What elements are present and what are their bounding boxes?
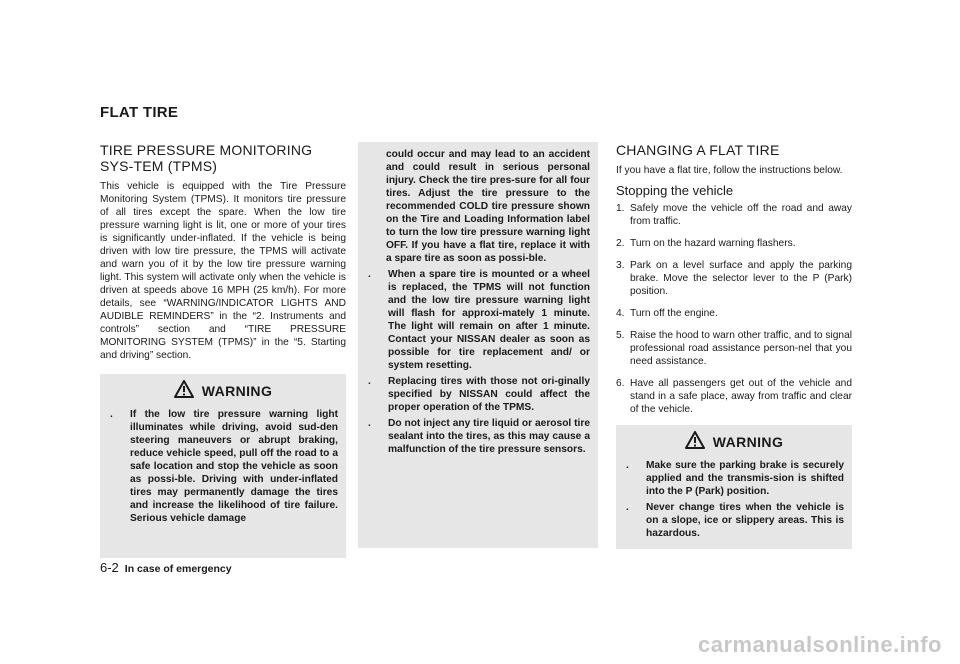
- step-text: Raise the hood to warn other traffic, and to signal professional road assistance person-nel that you need assistance.: [630, 330, 852, 367]
- tpms-body: This vehicle is equipped with the Tire Pressure Monitoring System (TPMS). It monitors tire pressure of all tires except the spare. When the low tire pressure warning light is lit, one or more of your tires is significantly under-inflated. If the vehicle is being driven with low tire pressure, the TPMS will activate and warn you of it by the low tire pressure warning light. This system will activate only when the vehicle is driven at speeds above 16 MPH (25 km/h). For more details, see “WARNING/INDICATOR LIGHTS AND AUDIBLE REMINDERS” in the “2. Instruments and controls” section and “TIRE PRESSURE MONITORING SYSTEM (TPMS)” in the “5. Starting and driving” section.: [100, 181, 346, 361]
- bullet-marker: .: [368, 269, 371, 280]
- step-item: [616, 202, 852, 228]
- steps-list: [616, 202, 852, 416]
- tpms-heading: TIRE PRESSURE MONITORING SYS-TEM (TPMS): [100, 142, 313, 174]
- bullet-marker: .: [110, 409, 113, 420]
- warning-bullet-text: When a spare tire is mounted or a wheel is replaced, the TPMS will not function and the low tire pressure warning light will flash for approxi-mately 1 minute. The light will remain on after 1 minute. Contact your NISSAN dealer as soon as possible for tire replacement and/ or system resetting.: [388, 269, 590, 371]
- warning-box-parking: [616, 425, 852, 549]
- step-text: Safely move the vehicle off the road and away from traffic.: [630, 203, 852, 227]
- section-title: FLAT TIRE: [100, 104, 179, 121]
- step-text: Park on a level surface and apply the parking brake. Move the selector lever to the P (Park) position.: [630, 260, 852, 297]
- step-item: [616, 377, 852, 416]
- warning-bullet: [366, 417, 590, 456]
- page-footer: [100, 560, 232, 575]
- step-number: 3.: [616, 260, 625, 271]
- warning-bullet-text: Make sure the parking brake is securely applied and the transmis-sion is shifted into the P (Park) position.: [646, 460, 844, 497]
- step-item: [616, 307, 852, 320]
- step-item: [616, 237, 852, 250]
- changing-intro: If you have a flat tire, follow the instructions below.: [616, 165, 843, 176]
- warning-box-continued: [358, 142, 598, 548]
- warning-bullet: [108, 408, 338, 525]
- column-tpms: [100, 142, 346, 558]
- warning-continuation: could occur and may lead to an accident and could result in serious personal injury. Check the tire pres-sure for all four tires. Adjust the tire pressure to the recommended COLD tire pressure shown on the Tire and Loading Information label to turn the low tire pressure warning light OFF. If you have a flat tire, replace it with a spare tire as soon as possi-ble.: [386, 149, 590, 264]
- warning-bullet: [366, 375, 590, 414]
- step-item: [616, 329, 852, 368]
- warning-header: [108, 378, 338, 404]
- bullet-marker: .: [368, 418, 371, 429]
- warning-header: [624, 429, 844, 455]
- bullet-marker: .: [626, 502, 629, 513]
- warning-bullet-text: Do not inject any tire liquid or aerosol tire sealant into the tires, as this may cause a malfunction of the tire pressure sensors.: [388, 418, 590, 455]
- warning-title: WARNING: [712, 434, 784, 450]
- step-number: 1.: [616, 203, 625, 214]
- step-number: 5.: [616, 330, 625, 341]
- warning-bullet: [624, 501, 844, 540]
- step-number: 2.: [616, 238, 625, 249]
- column-changing-flat-tire: [616, 142, 852, 549]
- page-number: 6-2: [100, 560, 119, 575]
- step-item: [616, 259, 852, 298]
- step-text: Turn off the engine.: [630, 308, 718, 319]
- stopping-subheading: Stopping the vehicle: [616, 183, 734, 198]
- warning-bullet: [624, 459, 844, 498]
- warning-bullet-text: If the low tire pressure warning light illuminates while driving, avoid sud-den steering maneuvers or abrupt braking, reduce vehicle speed, pull off the road to a safe location and stop the vehicle as soon as possi-ble. Driving with under-inflated tires may permanently damage the tires and increase the likelihood of tire failure. Serious vehicle damage: [130, 409, 338, 524]
- warning-triangle-icon: [174, 380, 194, 403]
- column-warning-continued: [358, 142, 598, 548]
- warning-box-tpms: [100, 374, 346, 558]
- watermark: carmanualsonline.info: [698, 632, 942, 657]
- changing-heading: CHANGING A FLAT TIRE: [616, 142, 780, 158]
- warning-bullet: [366, 268, 590, 372]
- warning-title: WARNING: [201, 383, 273, 399]
- warning-triangle-icon: [685, 431, 705, 454]
- warning-bullet-text: Never change tires when the vehicle is on a slope, ice or slippery areas. This is hazardous.: [646, 502, 844, 539]
- step-number: 6.: [616, 378, 625, 389]
- warning-bullet-text: Replacing tires with those not ori-ginally specified by NISSAN could affect the proper operation of the TPMS.: [388, 376, 590, 413]
- bullet-marker: .: [626, 460, 629, 471]
- footer-section-name: In case of emergency: [124, 563, 232, 575]
- step-number: 4.: [616, 308, 625, 319]
- step-text: Turn on the hazard warning flashers.: [630, 238, 796, 249]
- bullet-marker: .: [368, 376, 371, 387]
- step-text: Have all passengers get out of the vehicle and stand in a safe place, away from traffic and clear of the vehicle.: [630, 378, 852, 415]
